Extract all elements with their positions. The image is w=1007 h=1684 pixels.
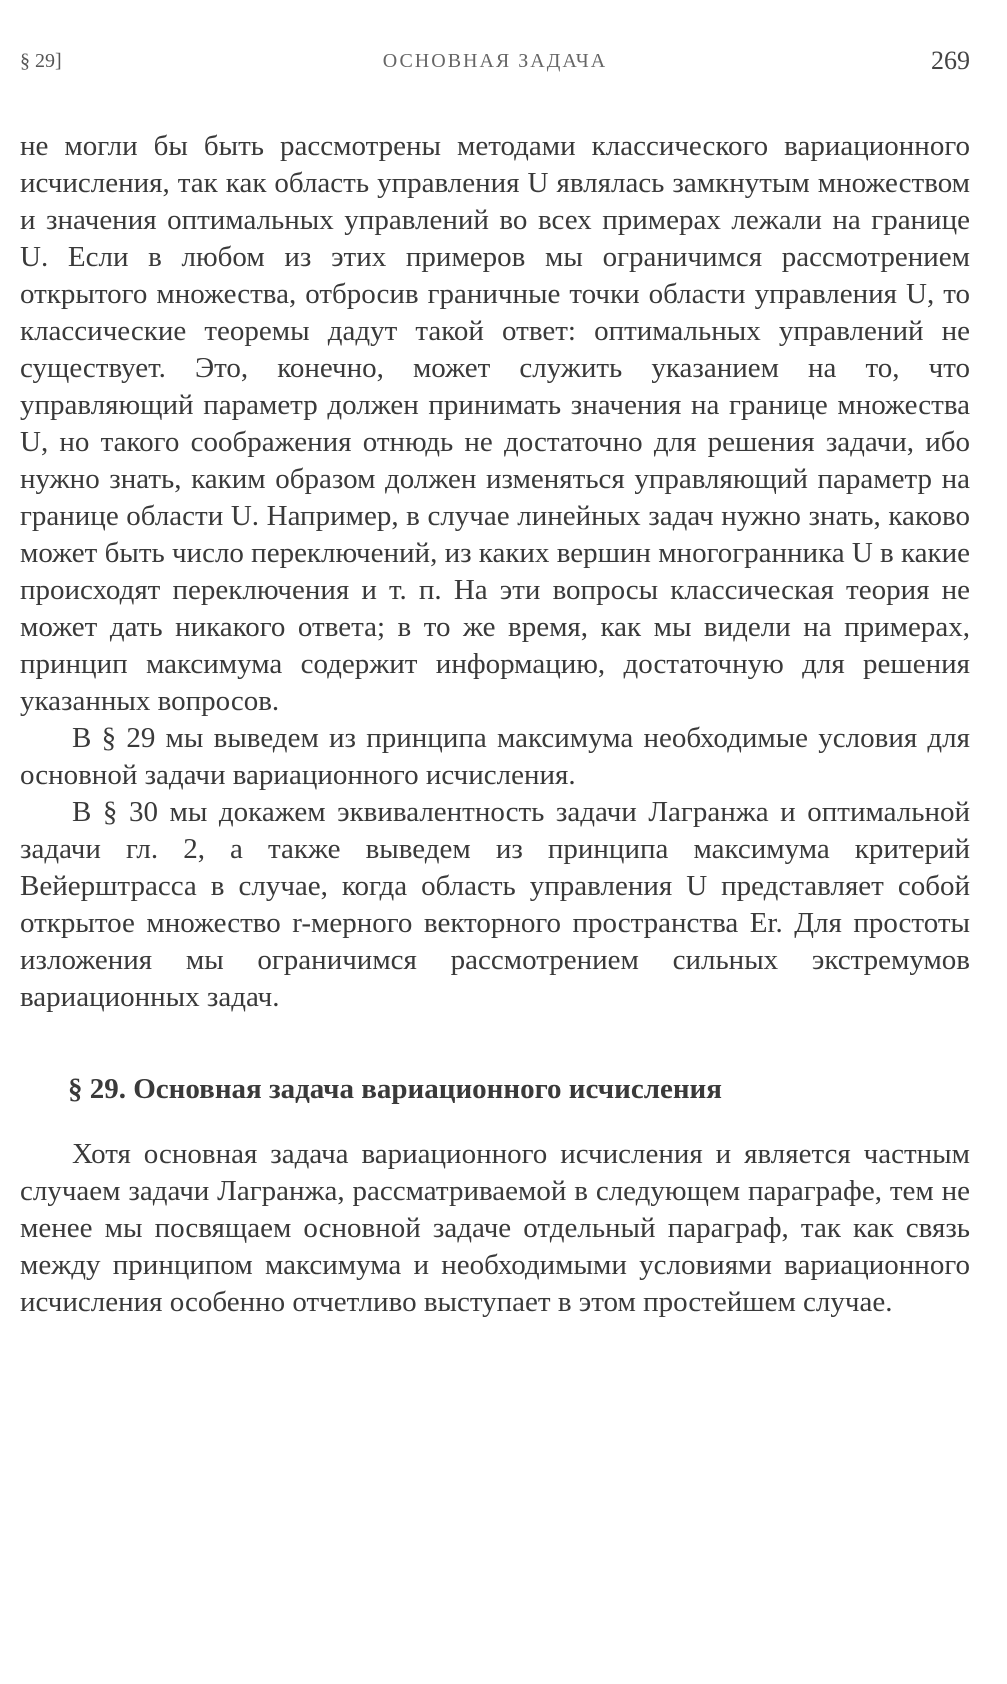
paragraph-section-30-note: В § 30 мы докажем эквивалентность задачи Лагранжа и оптимальной задачи гл. 2, а также выведем из принципа максимума критерий Вейерштрасса в случае, когда область управления U представляет собой открытое множество r-мерного векторного пространства Er. Для простоты изложения мы ограничимся рассмотрением сильных экстремумов вариационных задач.	[20, 796, 970, 1013]
section-heading: § 29. Основная задача вариационного исчисления	[68, 1073, 722, 1105]
header-running-title: ОСНОВНАЯ ЗАДАЧА	[382, 50, 608, 72]
page-number: 269	[931, 46, 970, 75]
body-text	[20, 128, 970, 1321]
header-section-ref: § 29]	[20, 50, 62, 72]
running-header	[20, 46, 970, 76]
paragraph-continued: не могли бы быть рассмотрены методами классического вариационного исчисления, так как область управления U являлась замкнутым множеством и значения оптимальных управлений во всех примерах лежали на границе U. Если в любом из этих примеров мы ограничимся рассмотрением открытого множества, отбросив граничные точки области управления U, то классические теоремы дадут такой ответ: оптимальных управлений не существует. Это, конечно, может служить указанием на то, что управляющий параметр должен принимать значения на границе множества U, но такого соображения отнюдь не достаточно для решения задачи, ибо нужно знать, каким образом должен изменяться управляющий параметр на границе области U. Например, в случае линейных задач нужно знать, каково может быть число переключений, из каких вершин многогранника U в какие происходят переключения и т. п. На эти вопросы классическая теория не может дать никакого ответа; в то же время, как мы видели на примерах, принцип максимума содержит информацию, достаточную для решения указанных вопросов.	[20, 130, 970, 717]
paragraph-section-intro: Хотя основная задача вариационного исчисления и является частным случаем задачи Лагранжа, рассматриваемой в следующем параграфе, тем не менее мы посвящаем основной задаче отдельный параграф, так как связь между принципом максимума и необходимыми условиями вариационного исчисления особенно отчетливо выступает в этом простейшем случае.	[20, 1138, 970, 1318]
paragraph-section-29-note: В § 29 мы выведем из принципа максимума необходимые условия для основной задачи вариационного исчисления.	[20, 722, 970, 791]
